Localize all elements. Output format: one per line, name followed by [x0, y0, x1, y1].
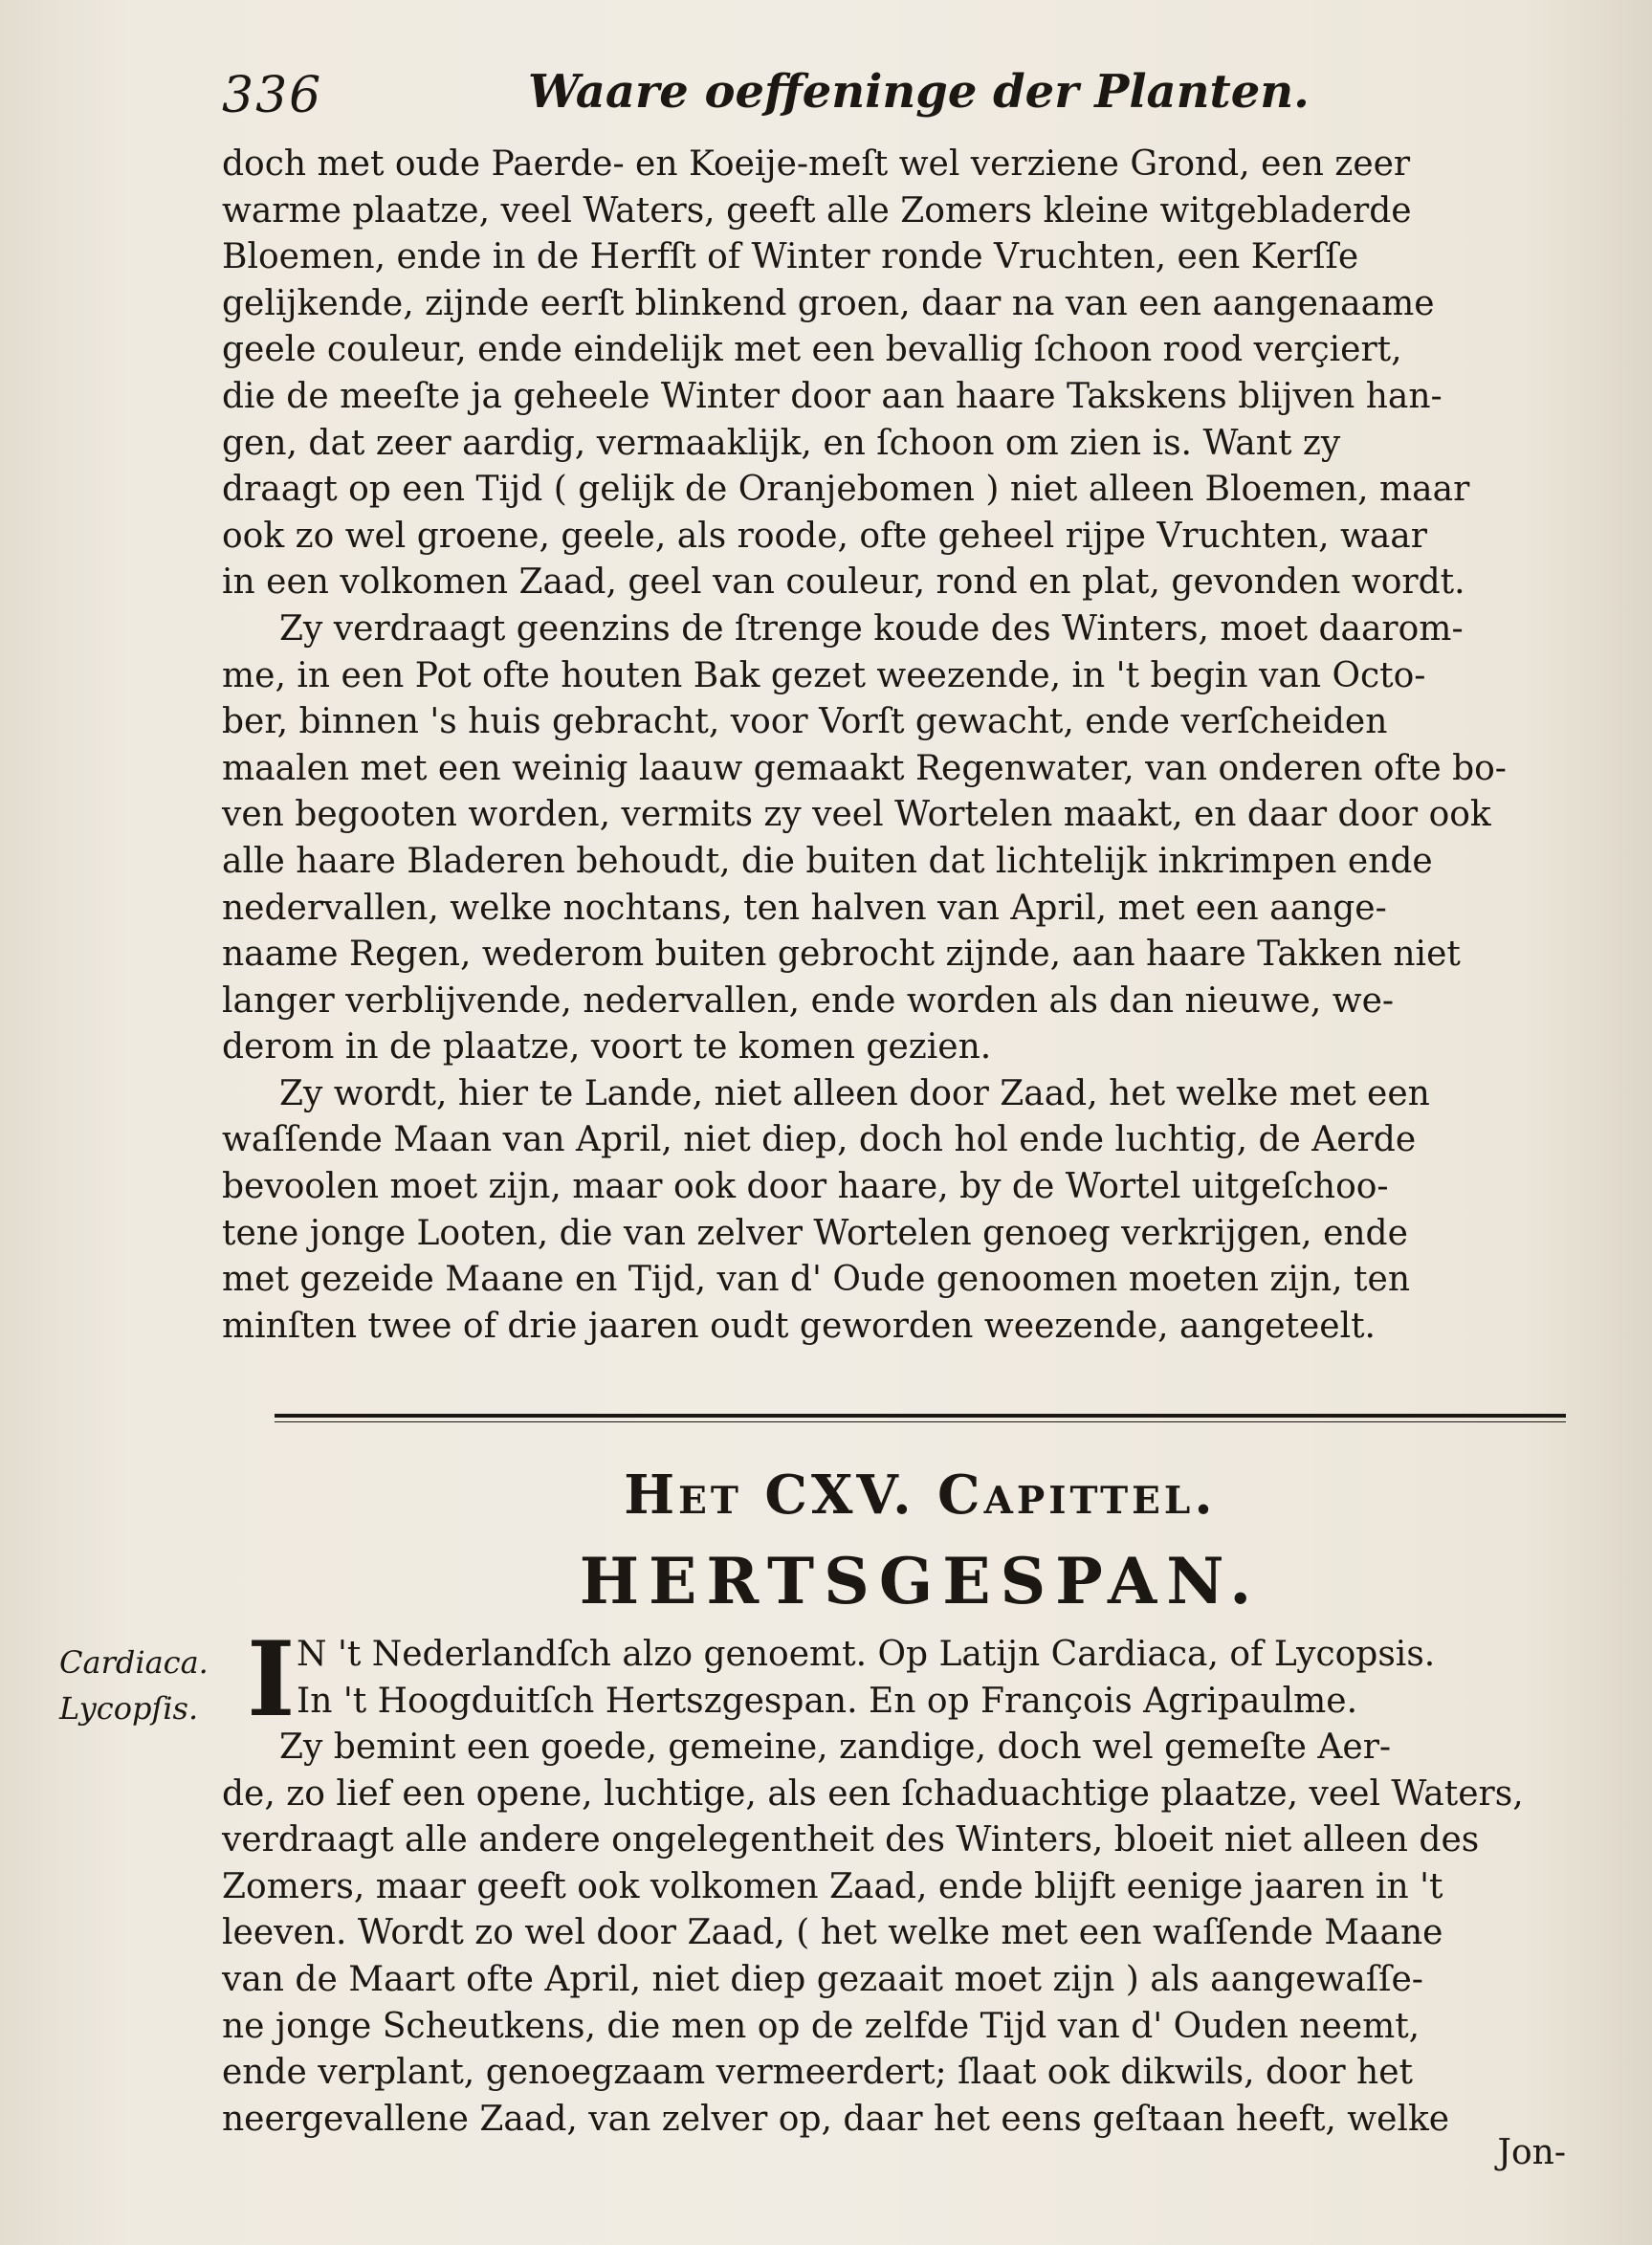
margin-note-line: Cardiaca. — [59, 1644, 209, 1681]
page-header — [222, 59, 1310, 126]
text-line: verdraagt alle andere ongelegentheit des Winters, bloeit niet alleen des — [222, 1820, 1480, 1860]
text-line: Bloemen, ende in de Herfſt of Winter ronde Vruchten, een Kerſſe — [222, 237, 1359, 277]
text-line: minſten twee of drie jaaren oudt geworden weezende, aangeteelt. — [222, 1306, 1376, 1346]
text-line: ende verplant, genoegzaam vermeerdert; ſlaat ook dikwils, door het — [222, 2053, 1413, 2093]
section-text-2 — [222, 1725, 1571, 2143]
text-line: Zy verdraagt geenzins de ſtrenge koude des Winters, moet daarom- — [279, 608, 1464, 649]
text-line: bevoolen moet zijn, maar ook door haare, by de Wortel uitgeſchoo- — [222, 1167, 1389, 1207]
text-line: doch met oude Paerde- en Koeije-meſt wel verziene Grond, een zeer — [222, 144, 1411, 184]
text-line: van de Maart ofte April, niet diep gezaait moet zijn ) als aangewaſſe- — [222, 1959, 1423, 1999]
chapter-title: Het CXV. Capittel. — [624, 1464, 1217, 1527]
text-line: neergevallene Zaad, van zelver op, daar het eens geſtaan heeft, welke — [222, 2099, 1450, 2139]
text-line: langer verblijvende, nedervallen, ende worden als dan nieuwe, we- — [222, 980, 1395, 1021]
margin-note — [59, 1640, 241, 1731]
text-line: tene jonge Looten, die van zelver Wortelen genoeg verkrijgen, ende — [222, 1213, 1408, 1253]
intro-text — [297, 1632, 1571, 1725]
text-line: draagt op een Tijd ( gelijk de Oranjebomen ) niet alleen Bloemen, maar — [222, 470, 1470, 510]
text-line: ber, binnen 's huis gebracht, voor Vorſt gewacht, ende verſcheiden — [222, 702, 1388, 742]
text-line: ne jonge Scheutkens, die men op de zelfde Tijd van d' Ouden neemt, — [222, 2006, 1421, 2046]
text-line: nedervallen, welke nochtans, ten halven van April, met een aange- — [222, 888, 1387, 928]
text-line: gen, dat zeer aardig, vermaaklijk, en ſchoon om zien is. Want zy — [222, 423, 1341, 463]
text-line: alle haare Bladeren behoudt, die buiten dat lichtelijk inkrimpen ende — [222, 841, 1433, 881]
text-line: In 't Hoogduitſch Hertszgespan. En op François Agripaulme. — [297, 1681, 1358, 1721]
text-line: die de meeſte ja geheele Winter door aan haare Takskens blijven han- — [222, 376, 1443, 416]
text-line: gelijkende, zijnde eerſt blinkend groen, daar na van een aangenaame — [222, 283, 1435, 323]
text-line: me, in een Pot ofte houten Bak gezet weezende, in 't begin van Octo- — [222, 655, 1426, 695]
text-line: leeven. Wordt zo wel door Zaad, ( het welke met een waſſende Maane — [222, 1913, 1443, 1953]
text-line: naame Regen, wederom buiten gebrocht zijnde, aan haare Takken niet — [222, 935, 1461, 975]
text-line: de, zo lief een opene, luchtige, als een ſchaduachtige plaatze, veel Waters, — [222, 1773, 1524, 1814]
running-title: Waare oeffeninge der Planten. — [528, 65, 1310, 119]
text-line: maalen met een weinig laauw gemaakt Regenwater, van onderen ofte bo- — [222, 748, 1507, 788]
text-line: Zy wordt, hier te Lande, niet alleen door Zaad, het welke met een — [279, 1073, 1430, 1113]
catchword: Jon- — [1497, 2133, 1566, 2172]
text-line: N 't Nederlandſch alzo genoemt. Op Latijn Cardiaca, of Lycopsis. — [297, 1635, 1436, 1674]
text-line: waſſende Maan van April, niet diep, doch hol ende luchtig, de Aerde — [222, 1120, 1417, 1160]
text-line: ook zo wel groene, geele, als roode, ofte geheel rijpe Vruchten, waar — [222, 516, 1427, 556]
section-text-1 — [222, 142, 1571, 1350]
text-line: Zomers, maar geeft ook volkomen Zaad, ende blijft eenige jaaren in 't — [222, 1866, 1443, 1906]
text-line: in een volkomen Zaad, geel van couleur, rond en plat, gevonden wordt. — [222, 562, 1465, 603]
drop-cap: I — [247, 1619, 296, 1740]
text-line: ven begooten worden, vermits zy veel Wortelen maakt, en daar door ook — [222, 795, 1491, 835]
section-divider — [275, 1414, 1566, 1418]
text-line: met gezeide Maane en Tijd, van d' Oude genoomen moeten zijn, ten — [222, 1260, 1410, 1300]
text-line: Zy bemint een goede, gemeine, zandige, doch wel gemeſte Aer- — [279, 1728, 1392, 1767]
text-line: warme plaatze, veel Waters, geeft alle Zomers kleine witgebladerde — [222, 190, 1412, 231]
plant-title: HERTSGESPAN. — [579, 1544, 1262, 1618]
page-number: 336 — [222, 67, 323, 124]
text-line: geele couleur, ende eindelijk met een bevallig ſchoon rood verçiert, — [222, 330, 1402, 370]
text-line: derom in de plaatze, voort te komen gezien. — [222, 1027, 992, 1067]
margin-note-line: Lycopſis. — [59, 1690, 199, 1727]
